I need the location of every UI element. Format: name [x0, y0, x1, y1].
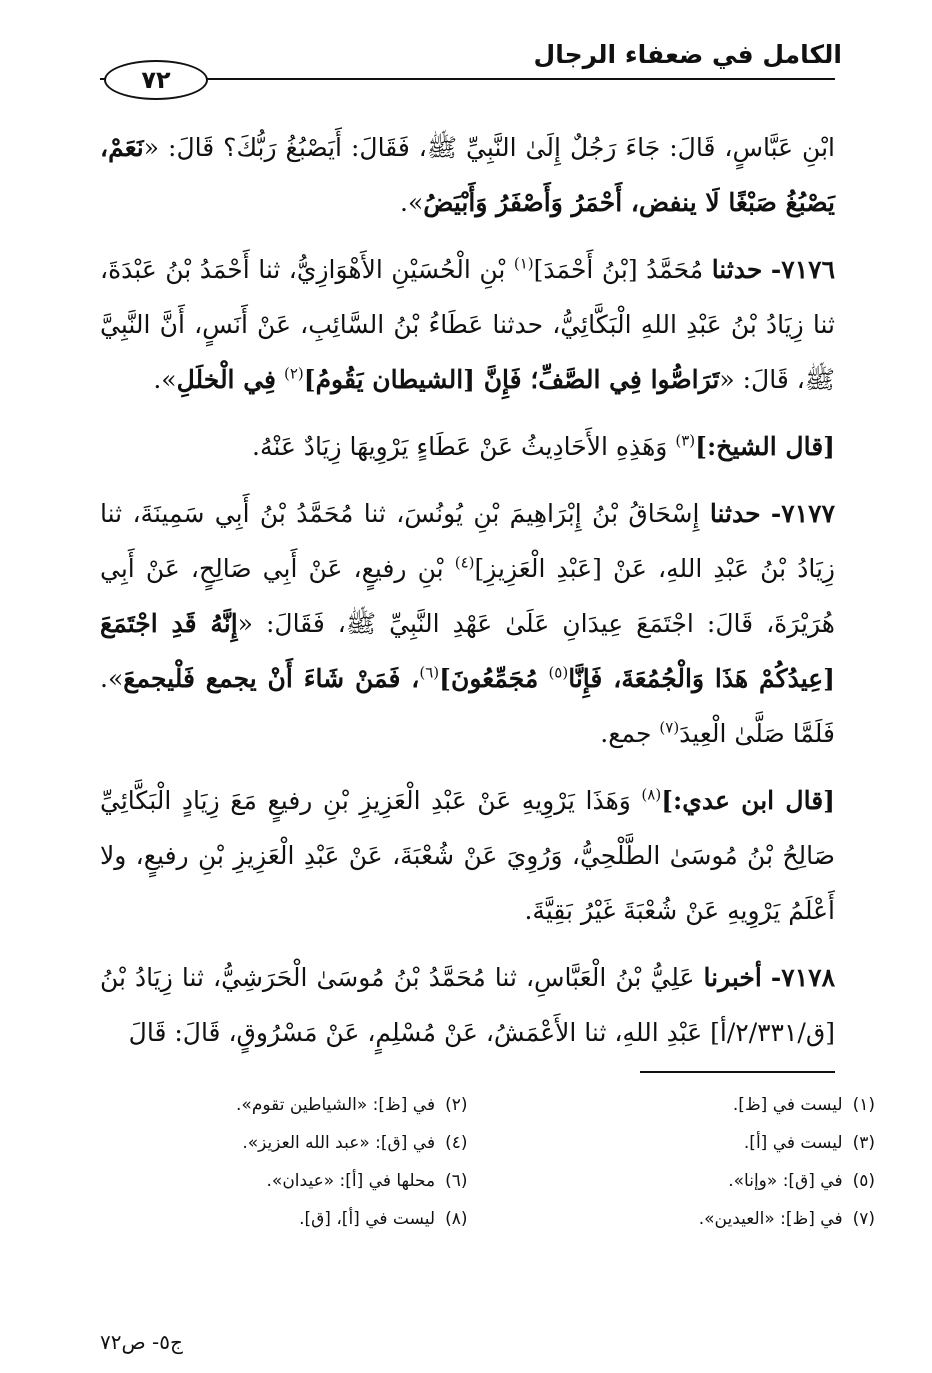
footnote-rule: [640, 1071, 835, 1073]
footnote-ref: (٤): [454, 553, 475, 572]
hadith-7177: ٧١٧٧- حدثنا إِسْحَاقُ بْنُ إِبْرَاهِيمَ بْنِ يُونُسَ، ثنا مُحَمَّدُ بْنُ أَبِي سَمِينَةَ، ثنا زِيَادُ بْنُ عَبْدِ اللهِ، عَنْ [عَبْدِ الْعَزِيزِ]$^{(٤)}$ بْنِ رفيعٍ، عَنْ أَبِي صَالِحٍ، عَنْ أَبِي هُرَيْرَةَ، قَالَ: اجْتَمَعَ عِيدَانِ عَلَىٰ عَهْدِ النَّبِيِّ ﷺ، فَقَالَ: «إِنَّهُ قَدِ اجْتَمَعَ [عِيدُكُمْ هَذَا وَالْجُمُعَةَ، فَإِنَّا$^{(٥)}$ مُجَمِّعُونَ]$^{(٦)}$، فَمَنْ شَاءَ أَنْ يجمع فَلْيجمعَ». فَلَمَّا صَلَّىٰ الْعِيدَ$^{(٧)}$ جمع.: [100, 499, 836, 748]
running-title: الكامل في ضعفاء الرجال: [533, 40, 842, 69]
hadith-7178: ٧١٧٨- أخبرنا عَلِيُّ بْنُ الْعَبَّاسِ، ثنا مُحَمَّدُ بْنُ مُوسَىٰ الْحَرَشِيُّ، ثنا زِيَادُ بْنُ [ق/٢/٣٣١/أ] عَبْدِ اللهِ، ثنا الأَعْمَشُ، عَنْ مُسْلِمٍ، عَنْ مَسْرُوقٍ، قَالَ: قَالَ: [100, 963, 836, 1047]
footnote-2: (٢)في [ظ]: «الشياطين تقوم».: [236, 1095, 468, 1115]
hadith-number: ٧١٧٧-: [770, 499, 836, 528]
ibn-adi-comment: [قال ابن عدي:]$^{(٨)}$ وَهَذَا يَرْوِيهِ عَنْ عَبْدِ الْعَزِيزِ بْنِ رفيعٍ مَعَ زِيَادٍ الْبَكَّائِيِّ صَالِحُ بْنُ مُوسَىٰ الطَّلْحِيُّ، وَرُوِيَ عَنْ شُعْبَةَ، عَنْ عَبْدِ الْعَزِيزِ بْنِ رفيعٍ، ولا أَعْلَمُ يَرْوِيهِ عَنْ شُعْبَةَ غَيْرُ بَقِيَّةَ.: [100, 785, 835, 925]
footnote-1: (١)ليست في [ظ].: [732, 1095, 875, 1115]
footnote-ref: (٨): [641, 785, 662, 804]
hadith-number: ٧١٧٦-: [770, 255, 835, 284]
header-rule: [100, 78, 835, 80]
main-text: [100, 120, 835, 1072]
paragraph-1: ابْنِ عَبَّاسٍ، قَالَ: جَاءَ رَجُلٌ إِلَىٰ النَّبِيِّ ﷺ، فَقَالَ: أَيَصْبُغُ رَبُّكَ؟ قَالَ: «نَعَمْ، يَصْبُغُ صَبْغًا لَا ينفض، أَحْمَرُ وَأَصْفَرُ وَأَبْيَضُ».: [100, 133, 835, 217]
page-number-badge: ٧٢: [104, 60, 208, 100]
footnotes: [100, 1090, 875, 1234]
sheikh-comment: [قال الشيخ:]$^{(٣)}$ وَهَذِهِ الأَحَادِيثُ عَنْ عَطَاءٍ يَرْوِيهَا زِيَادٌ عَنْهُ.: [252, 431, 835, 461]
footnote-ref: (١): [513, 254, 534, 273]
hadith-number: ٧١٧٨-: [770, 963, 836, 992]
page-reference: ج٥- ص٧٢: [100, 1330, 183, 1354]
footnote-ref: (٧): [659, 718, 680, 737]
hadith-7176: ٧١٧٦- حدثنا مُحَمَّدُ [بْنُ أَحْمَدَ]$^{(١)}$ بْنِ الْحُسَيْنِ الأَهْوَازِيُّ، ثنا أَحْمَدُ بْنُ عَبْدَةَ، ثنا زِيَادُ بْنُ عَبْدِ اللهِ الْبَكَّائِيُّ، حدثنا عَطَاءُ بْنُ السَّائِبِ، عَنْ أَنَسٍ، أَنَّ النَّبِيَّ ﷺ، قَالَ: «تَرَاصُّوا فِي الصَّفِّ؛ فَإِنَّ [الشيطان يَقُومُ]$^{(٢)}$ فِي الْخلَلِ».: [100, 254, 835, 394]
footnote-8: (٨)ليست في [أ]، [ق].: [299, 1209, 468, 1229]
footnote-ref: (٥): [548, 663, 569, 682]
footnote-ref: (٢): [283, 364, 304, 383]
footnote-ref: (٣): [675, 431, 696, 450]
footnote-4: (٤)في [ق]: «عبد الله العزيز».: [242, 1133, 468, 1153]
footnote-3: (٣)ليست في [أ].: [743, 1133, 875, 1153]
footnote-7: (٧)في [ظ]: «العيدين».: [698, 1209, 875, 1229]
footnote-ref: (٦): [419, 663, 440, 682]
footnote-5: (٥)في [ق]: «وإنا».: [728, 1171, 875, 1191]
footnote-6: (٦)محلها في [أ]: «عيدان».: [266, 1171, 468, 1191]
